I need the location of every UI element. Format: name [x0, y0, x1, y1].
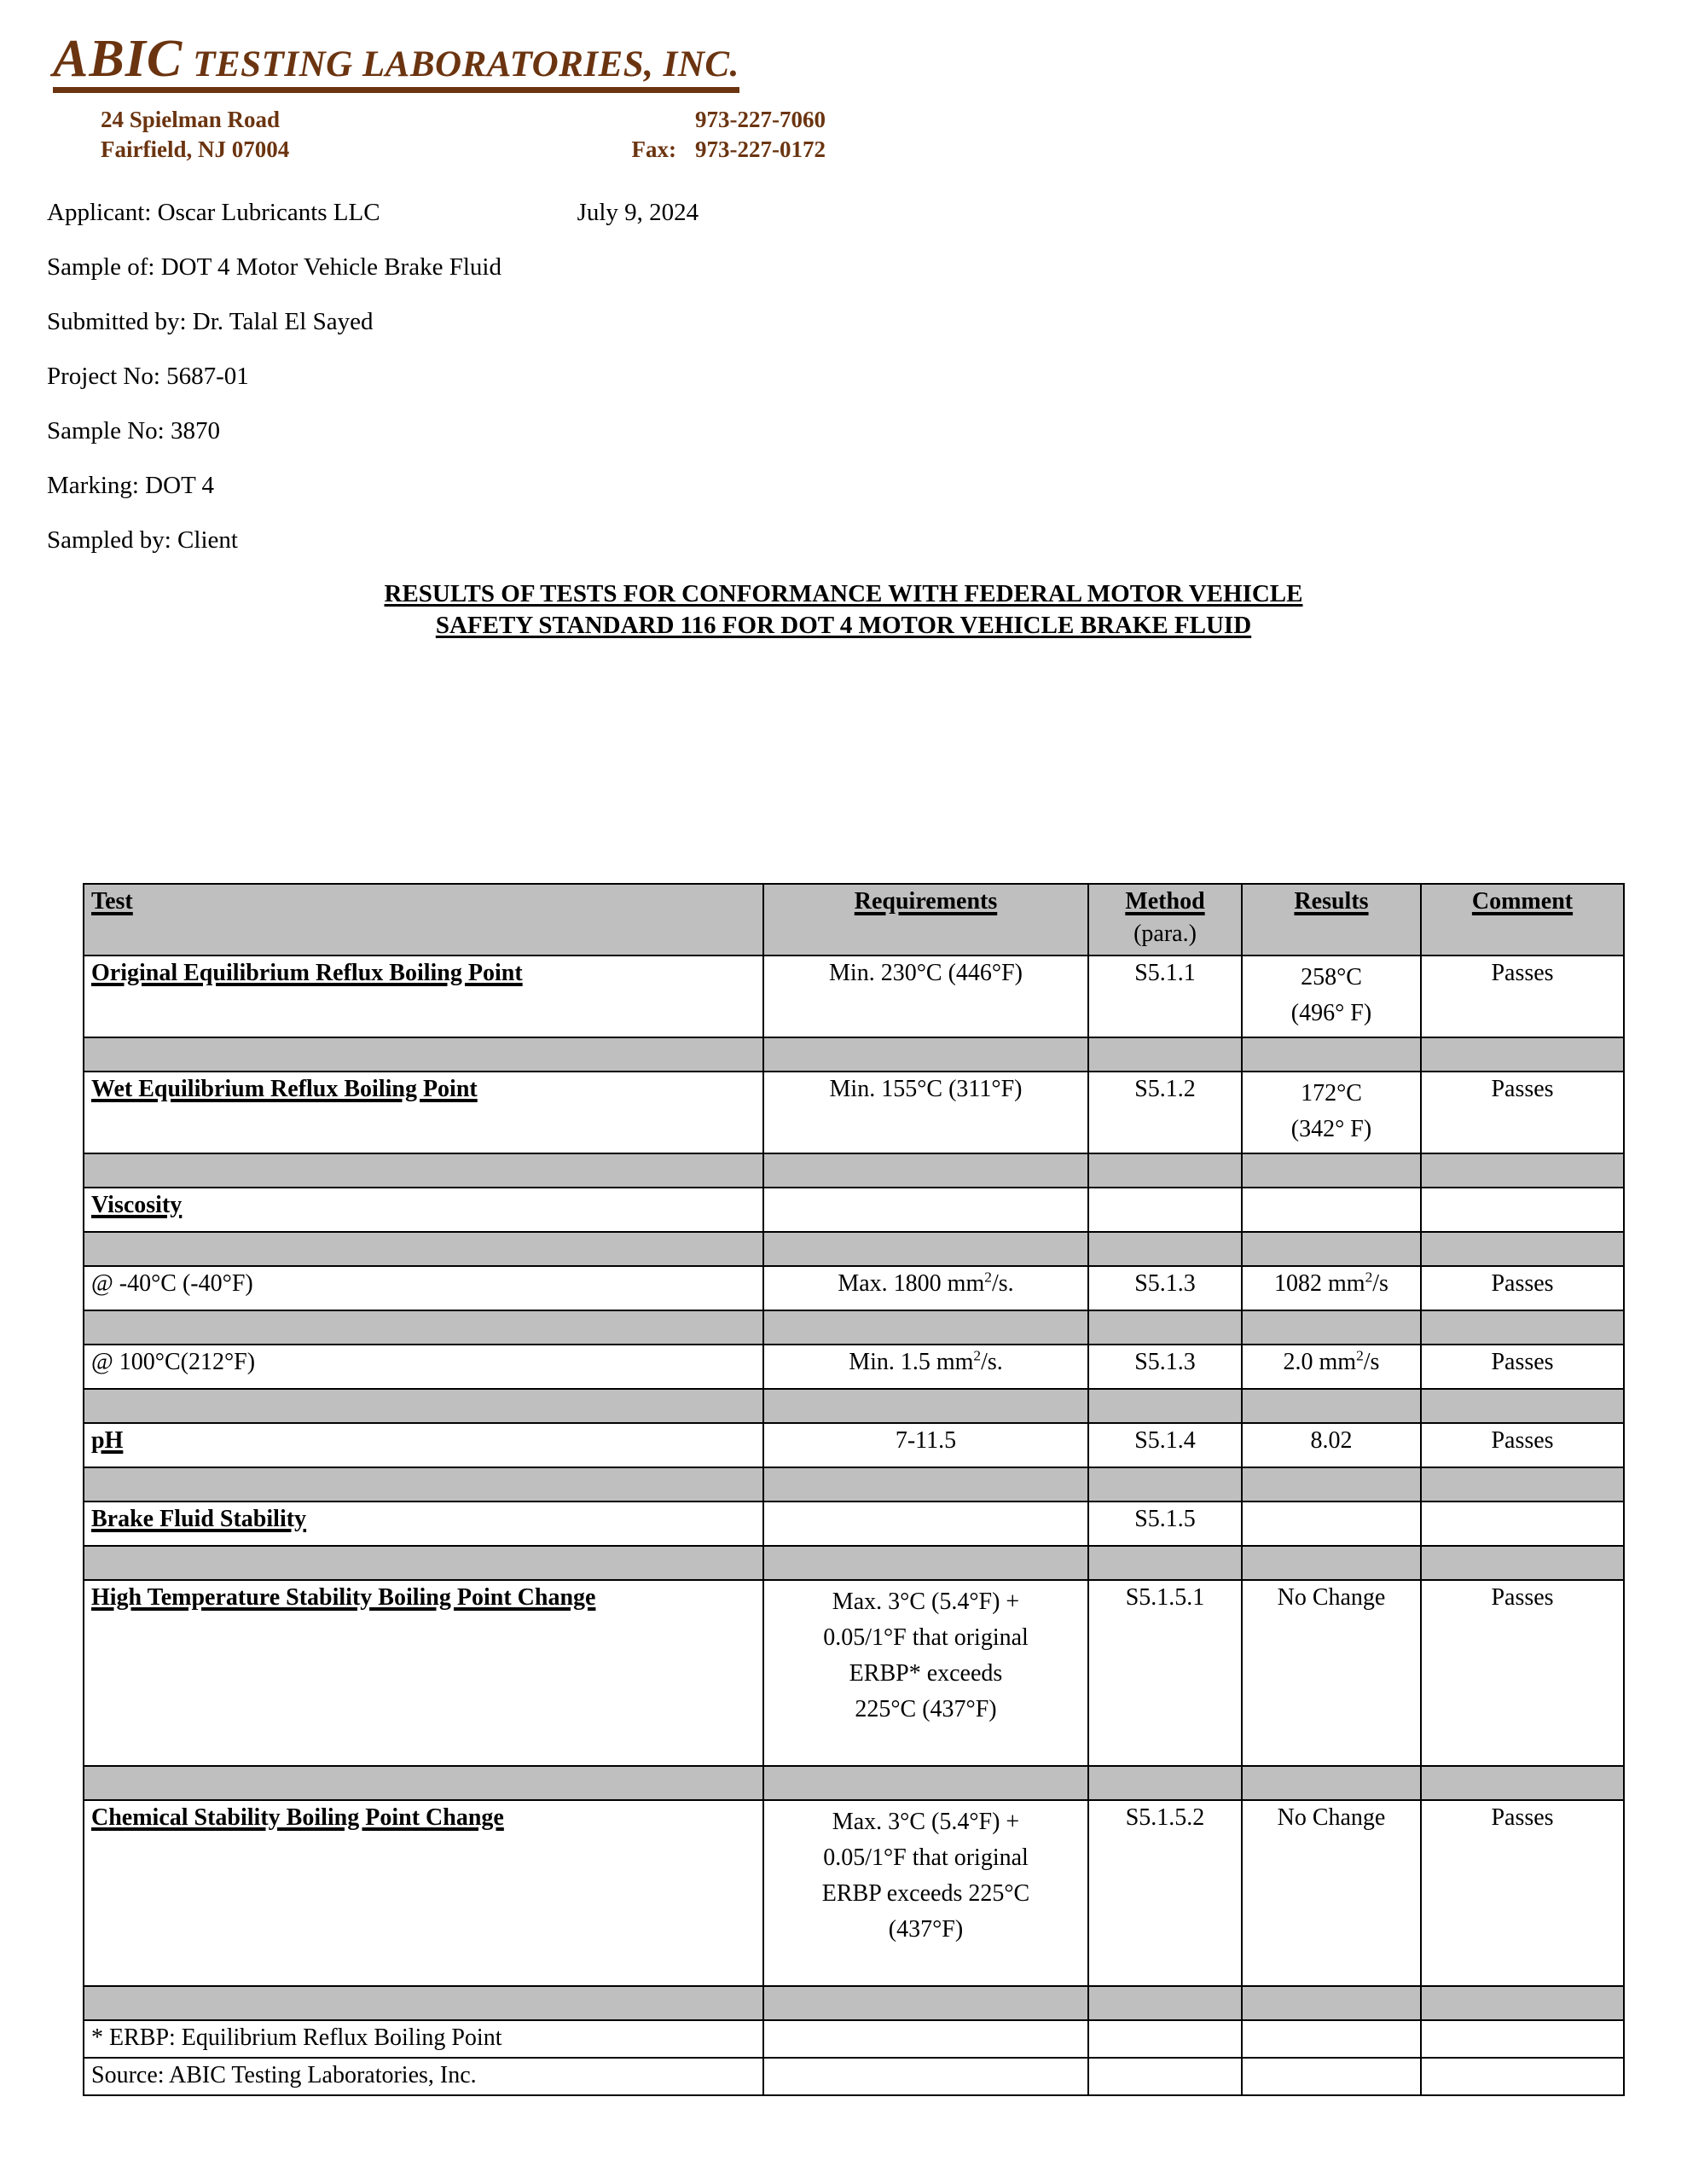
- req-suffix: /s.: [981, 1349, 1003, 1375]
- submitted-by-label: Submitted by: Dr. Talal El Sayed: [47, 307, 374, 335]
- header-cell-test: [84, 884, 763, 956]
- cell-requirements: Min. 230°C (446°F): [763, 956, 1088, 1037]
- cell-results: [1242, 1072, 1421, 1153]
- cell-test-name: [84, 1345, 763, 1389]
- cell-requirements: [763, 1800, 1088, 1986]
- spacer-cell: [1242, 1986, 1421, 2020]
- contact-block: [101, 105, 1602, 164]
- spacer-cell: [1088, 1546, 1242, 1580]
- report-title-text-1: RESULTS OF TESTS FOR CONFORMANCE WITH FEDERAL MOTOR VEHICLE: [384, 580, 1303, 608]
- cell-comment: Passes: [1421, 1580, 1624, 1766]
- req-line-1: Max. 3°C (5.4°F) +: [832, 1589, 1020, 1615]
- spacer-cell: [763, 1766, 1088, 1800]
- table-row: [84, 1188, 1624, 1232]
- table-spacer-row: [84, 1389, 1624, 1423]
- spacer-cell: [1242, 1037, 1421, 1072]
- header-label-results: Results: [1294, 888, 1369, 915]
- spacer-cell: [1088, 1467, 1242, 1502]
- cell-test-name: [84, 1502, 763, 1546]
- table-header-row: [84, 884, 1624, 956]
- req-line-2: 0.05/1°F that original: [823, 1844, 1029, 1871]
- spacer-cell: [1242, 1310, 1421, 1345]
- spacer-cell: [763, 1310, 1088, 1345]
- spacer-cell: [763, 1037, 1088, 1072]
- spacer-cell: [763, 1232, 1088, 1266]
- cell-empty: [763, 2058, 1088, 2095]
- sample-info-block: [47, 196, 1582, 556]
- cell-empty: [763, 2020, 1088, 2058]
- sampled-by-label: Sampled by: Client: [47, 526, 238, 554]
- info-row-marking: [47, 469, 1582, 502]
- cell-method: S5.1.5.2: [1088, 1800, 1242, 1986]
- spacer-cell: [84, 1766, 763, 1800]
- table-footnote-row: [84, 2058, 1624, 2095]
- table-row: [84, 1423, 1624, 1467]
- info-row-sample-of: [47, 251, 1582, 283]
- info-row-applicant: [47, 196, 1582, 229]
- applicant-label: Applicant: Oscar Lubricants LLC: [47, 198, 380, 226]
- cell-method: S5.1.4: [1088, 1423, 1242, 1467]
- cell-comment: Passes: [1421, 1345, 1624, 1389]
- table-header: [84, 884, 1624, 956]
- req-suffix: /s.: [991, 1270, 1014, 1297]
- cell-results: [1242, 1188, 1421, 1232]
- spacer-cell: [84, 1467, 763, 1502]
- spacer-cell: [84, 1232, 763, 1266]
- spacer-cell: [1088, 1232, 1242, 1266]
- spacer-cell: [1421, 1766, 1624, 1800]
- header-label-requirements: Requirements: [854, 888, 998, 915]
- table-row: [84, 1266, 1624, 1310]
- sample-of-label: Sample of: DOT 4 Motor Vehicle Brake Fluid: [47, 253, 501, 281]
- spacer-cell: [84, 1153, 763, 1188]
- req-line-4: (437°F): [888, 1916, 964, 1943]
- header-cell-results: [1242, 884, 1421, 956]
- result-line-2: (342° F): [1290, 1116, 1372, 1142]
- spacer-cell: [1242, 1153, 1421, 1188]
- table-spacer-row: [84, 1232, 1624, 1266]
- info-row-sampled-by: [47, 524, 1582, 556]
- result-prefix: 2.0 mm: [1283, 1349, 1357, 1375]
- spacer-cell: [763, 1467, 1088, 1502]
- cell-comment: [1421, 1188, 1624, 1232]
- cell-requirements: [763, 1188, 1088, 1232]
- result-line-1: 172°C: [1301, 1080, 1362, 1107]
- cell-empty: [1242, 2058, 1421, 2095]
- phone-spacer: [587, 105, 695, 135]
- fax-number: 973-227-0172: [695, 136, 826, 162]
- cell-comment: [1421, 1502, 1624, 1546]
- header-label-test: Test: [91, 888, 133, 915]
- req-superscript: 2: [984, 1269, 992, 1286]
- spacer-cell: [1421, 1037, 1624, 1072]
- test-name-label: @ -40°C (-40°F): [91, 1270, 253, 1297]
- spacer-cell: [1421, 1467, 1624, 1502]
- contact-row-2: [101, 135, 1602, 165]
- cell-footnote-erbp: * ERBP: Equilibrium Reflux Boiling Point: [84, 2020, 763, 2058]
- cell-results: [1242, 1502, 1421, 1546]
- spacer-cell: [763, 1546, 1088, 1580]
- cell-method: S5.1.5.1: [1088, 1580, 1242, 1766]
- logo-secondary-text: TESTING LABORATORIES, INC.: [193, 44, 739, 84]
- cell-test-name: [84, 1423, 763, 1467]
- spacer-cell: [1088, 1389, 1242, 1423]
- spacer-cell: [1088, 1037, 1242, 1072]
- cell-method: S5.1.1: [1088, 956, 1242, 1037]
- result-line-1: 258°C: [1301, 964, 1362, 990]
- cell-method: S5.1.2: [1088, 1072, 1242, 1153]
- header-label-method-sub: (para.): [1133, 921, 1197, 947]
- spacer-cell: [84, 1310, 763, 1345]
- cell-requirements: [763, 1502, 1088, 1546]
- spacer-cell: [1088, 1986, 1242, 2020]
- test-name-label: Viscosity: [91, 1192, 183, 1218]
- test-name-label: @ 100°C(212°F): [91, 1349, 256, 1375]
- cell-comment: Passes: [1421, 956, 1624, 1037]
- company-logo: [53, 32, 739, 93]
- spacer-cell: [1421, 1153, 1624, 1188]
- fax-label: Fax:: [631, 136, 676, 162]
- req-line-1: Max. 3°C (5.4°F) +: [832, 1809, 1020, 1835]
- cell-results: No Change: [1242, 1580, 1421, 1766]
- spacer-cell: [84, 1986, 763, 2020]
- result-line-2: (496° F): [1290, 1000, 1372, 1026]
- header-cell-requirements: [763, 884, 1088, 956]
- spacer-cell: [1088, 1153, 1242, 1188]
- cell-requirements: 7-11.5: [763, 1423, 1088, 1467]
- spacer-cell: [1421, 1310, 1624, 1345]
- cell-comment: Passes: [1421, 1423, 1624, 1467]
- spacer-cell: [1421, 1232, 1624, 1266]
- logo-abic-text: ABIC: [53, 30, 183, 88]
- header-label-comment: Comment: [1471, 888, 1574, 915]
- marking-label: Marking: DOT 4: [47, 471, 215, 499]
- result-suffix: /s: [1372, 1270, 1388, 1297]
- cell-results: [1242, 1345, 1421, 1389]
- cell-footnote-source: Source: ABIC Testing Laboratories, Inc.: [84, 2058, 763, 2095]
- req-prefix: Max. 1800 mm: [838, 1270, 985, 1297]
- table-spacer-row: [84, 1546, 1624, 1580]
- table-row: [84, 1072, 1624, 1153]
- cell-comment: Passes: [1421, 1072, 1624, 1153]
- spacer-cell: [763, 1986, 1088, 2020]
- cell-method: [1088, 1188, 1242, 1232]
- header-label-method: Method: [1125, 888, 1205, 915]
- address-line-1: 24 Spielman Road: [101, 107, 281, 132]
- project-no-label: Project No: 5687-01: [47, 362, 249, 390]
- cell-requirements: [763, 1345, 1088, 1389]
- report-date: July 9, 2024: [577, 198, 699, 226]
- req-prefix: Min. 1.5 mm: [849, 1349, 974, 1375]
- test-name-label: Brake Fluid Stability: [91, 1506, 307, 1532]
- cell-method: S5.1.5: [1088, 1502, 1242, 1546]
- cell-empty: [1088, 2058, 1242, 2095]
- result-suffix: /s: [1363, 1349, 1380, 1375]
- spacer-cell: [1242, 1232, 1421, 1266]
- sample-no-label: Sample No: 3870: [47, 416, 220, 444]
- cell-requirements: [763, 1266, 1088, 1310]
- report-title-text-2: SAFETY STANDARD 116 FOR DOT 4 MOTOR VEHICLE BRAKE FLUID: [435, 612, 1252, 640]
- test-name-label: Original Equilibrium Reflux Boiling Point: [91, 960, 523, 986]
- cell-test-name: [84, 1580, 763, 1766]
- cell-empty: [1421, 2020, 1624, 2058]
- spacer-cell: [1088, 1310, 1242, 1345]
- spacer-cell: [1088, 1766, 1242, 1800]
- cell-results: No Change: [1242, 1800, 1421, 1986]
- req-line-4: 225°C (437°F): [855, 1696, 997, 1722]
- cell-comment: Passes: [1421, 1800, 1624, 1986]
- table-footnote-row: [84, 2020, 1624, 2058]
- cell-test-name: [84, 1188, 763, 1232]
- cell-empty: [1242, 2020, 1421, 2058]
- spacer-cell: [84, 1389, 763, 1423]
- table-spacer-row: [84, 1037, 1624, 1072]
- spacer-cell: [1242, 1546, 1421, 1580]
- spacer-cell: [763, 1389, 1088, 1423]
- test-name-label: Wet Equilibrium Reflux Boiling Point: [91, 1076, 478, 1102]
- table-row: [84, 956, 1624, 1037]
- spacer-cell: [84, 1037, 763, 1072]
- result-superscript: 2: [1356, 1347, 1364, 1364]
- cell-test-name: [84, 1800, 763, 1986]
- spacer-cell: [1421, 1389, 1624, 1423]
- cell-empty: [1088, 2020, 1242, 2058]
- table-spacer-row: [84, 1766, 1624, 1800]
- cell-method: S5.1.3: [1088, 1345, 1242, 1389]
- table-spacer-row: [84, 1986, 1624, 2020]
- table-row: [84, 1345, 1624, 1389]
- req-superscript: 2: [973, 1347, 982, 1364]
- header-cell-comment: [1421, 884, 1624, 956]
- info-row-project-no: [47, 360, 1582, 392]
- address-line-2: Fairfield, NJ 07004: [101, 136, 290, 162]
- cell-comment: Passes: [1421, 1266, 1624, 1310]
- result-prefix: 1082 mm: [1274, 1270, 1365, 1297]
- table-spacer-row: [84, 1467, 1624, 1502]
- cell-requirements: [763, 1580, 1088, 1766]
- table-row: [84, 1580, 1624, 1766]
- cell-results: [1242, 1266, 1421, 1310]
- spacer-cell: [1242, 1467, 1421, 1502]
- report-title-line-1: [80, 578, 1607, 610]
- table-row: [84, 1502, 1624, 1546]
- cell-requirements: Min. 155°C (311°F): [763, 1072, 1088, 1153]
- table-spacer-row: [84, 1153, 1624, 1188]
- header-cell-method: [1088, 884, 1242, 956]
- req-line-3: ERBP* exceeds: [849, 1660, 1003, 1687]
- test-name-label: Chemical Stability Boiling Point Change: [91, 1804, 504, 1831]
- cell-test-name: [84, 1072, 763, 1153]
- spacer-cell: [1421, 1986, 1624, 2020]
- table-spacer-row: [84, 1310, 1624, 1345]
- spacer-cell: [763, 1153, 1088, 1188]
- contact-row-1: [101, 105, 1602, 135]
- cell-test-name: [84, 1266, 763, 1310]
- cell-results: [1242, 956, 1421, 1037]
- test-name-label: High Temperature Stability Boiling Point Change: [91, 1584, 596, 1611]
- report-title: [80, 578, 1607, 642]
- cell-empty: [1421, 2058, 1624, 2095]
- result-superscript: 2: [1365, 1269, 1373, 1286]
- table-row: [84, 1800, 1624, 1986]
- letterhead: [0, 0, 1687, 164]
- info-row-sample-no: [47, 415, 1582, 447]
- cell-method: S5.1.3: [1088, 1266, 1242, 1310]
- req-line-3: ERBP exceeds 225°C: [821, 1880, 1030, 1907]
- report-title-line-2: [80, 610, 1607, 642]
- cell-results: 8.02: [1242, 1423, 1421, 1467]
- test-name-label: pH: [91, 1427, 124, 1454]
- info-row-submitted-by: [47, 305, 1582, 338]
- spacer-cell: [84, 1546, 763, 1580]
- spacer-cell: [1242, 1766, 1421, 1800]
- spacer-cell: [1421, 1546, 1624, 1580]
- cell-test-name: [84, 956, 763, 1037]
- test-results-table: [83, 883, 1625, 2096]
- req-line-2: 0.05/1°F that original: [823, 1624, 1029, 1651]
- spacer-cell: [1242, 1389, 1421, 1423]
- phone-number: 973-227-7060: [695, 107, 826, 132]
